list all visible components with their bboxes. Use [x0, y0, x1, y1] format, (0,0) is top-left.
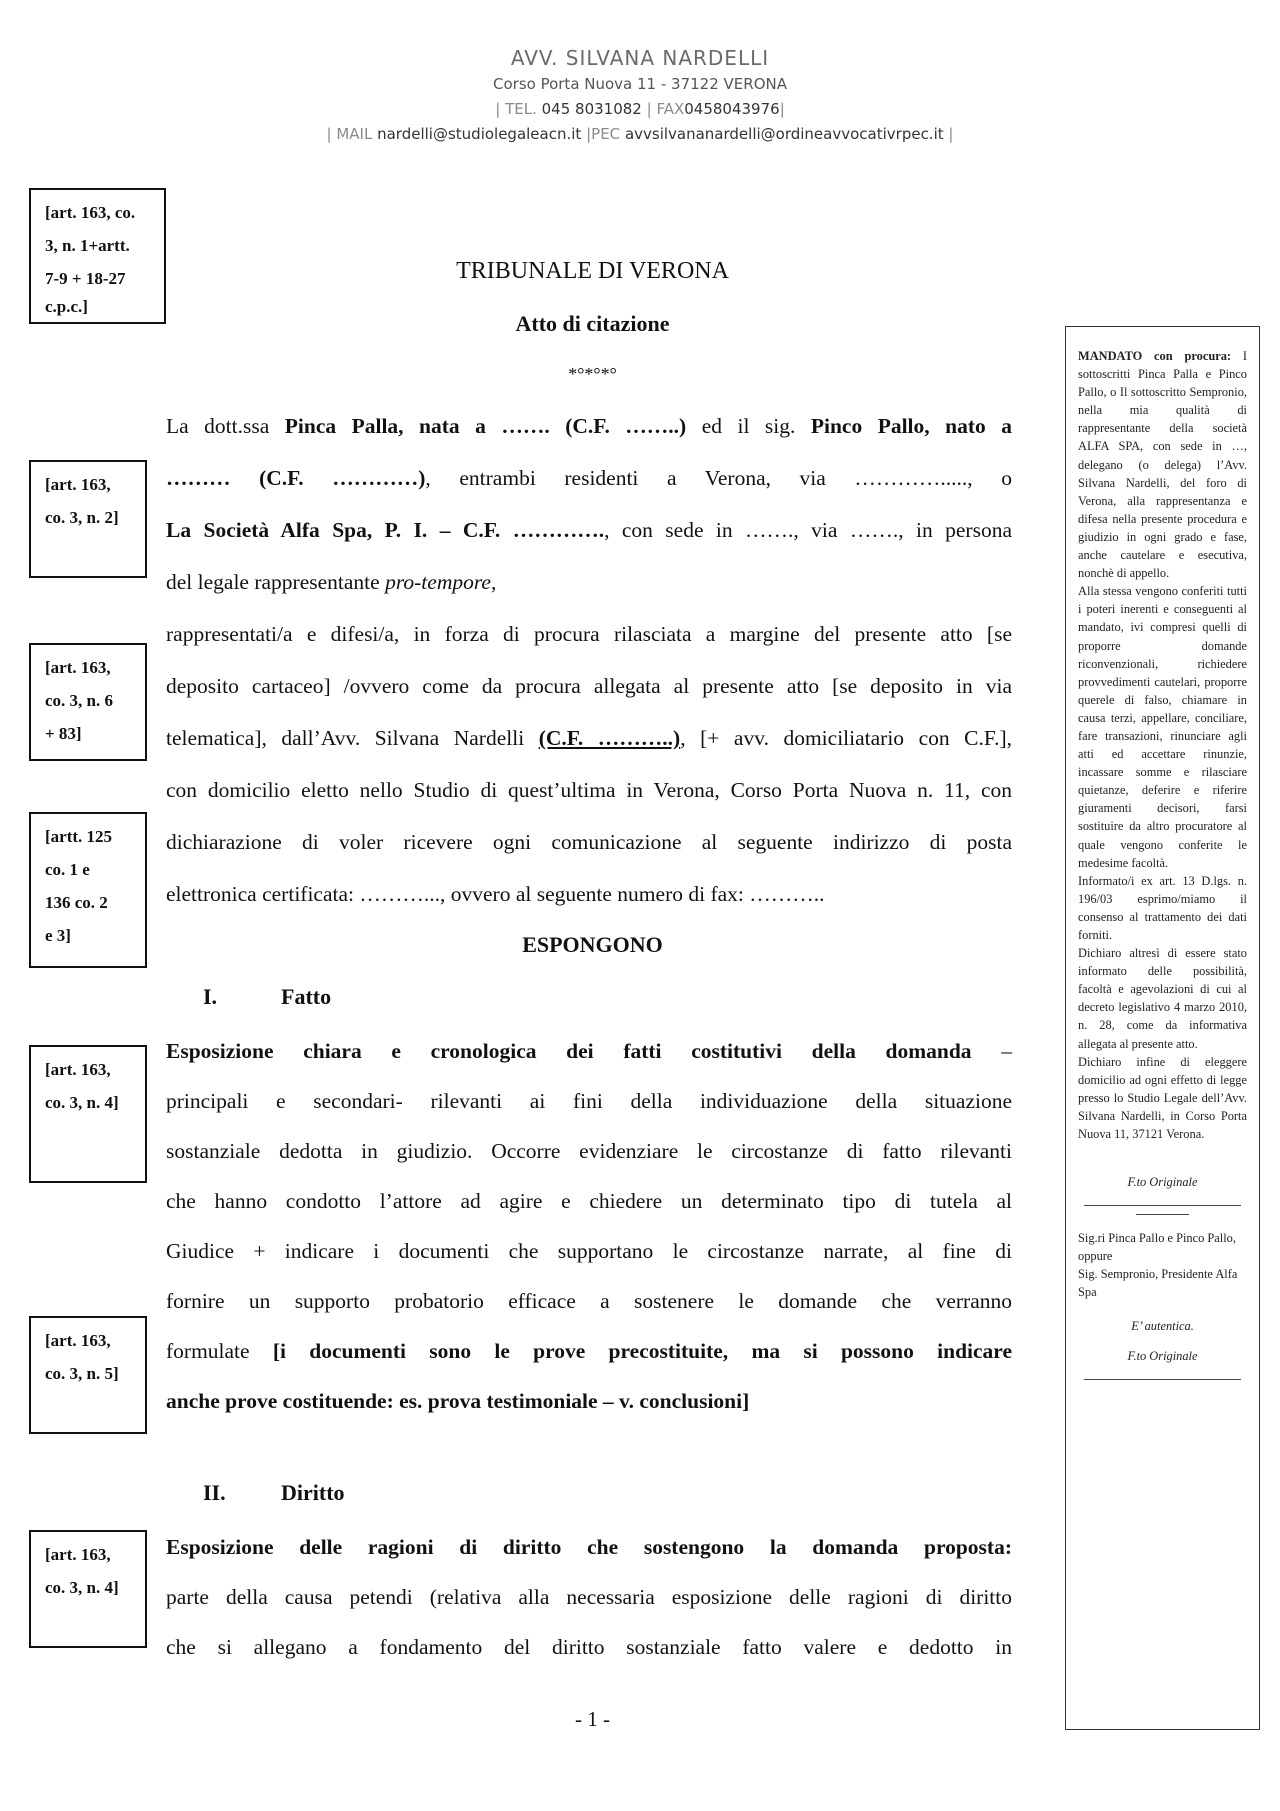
pec-label: PEC — [591, 125, 621, 143]
page-number: - 1 - — [575, 1707, 610, 1731]
signature-line — [1136, 1206, 1189, 1215]
court-title: TRIBUNALE DI VERONA — [456, 258, 729, 284]
mail-address[interactable]: nardelli@studiolegaleacn.it — [377, 125, 582, 143]
separator: | — [779, 100, 785, 118]
fax-label: FAX — [656, 100, 685, 118]
mandate-text: MANDATO con procura: I sottoscritti Pinca Palla e Pinco Pallo, o Il sottoscritto Sempronio, nella mia qualità di rappresentante della società ALFA SPA, con sede in …, delegano (o delega) l’Avv. Silvana Nardelli, del foro di Verona, alla rappresentanza e difesa nella presente procedura e giudizio in ogni grado e fase, anche cautelare e esecutiva, nonchè di appello. — [1078, 349, 1247, 581]
phone-fax-line — [0, 97, 1280, 122]
margin-note: [art. 163, co. 3, n. 6 + 83] — [29, 643, 147, 761]
separator: | — [948, 125, 954, 143]
margin-note: [art. 163, co. 3, n. 4] — [29, 1530, 147, 1648]
parties-paragraph: La dott.ssa Pinca Palla, nata a ……. (C.F. ……..) ed il sig. Pinco Pallo, nato a ……… (C.F. …………), entrambi residenti a Verona, via …………....., o La Società Alfa Spa, P. I. – C.F. …………., con sede in ……., via ……., in persona del legale rappresentante pro-tempore, — [166, 414, 1012, 594]
signature-label: F.to Originale — [1127, 1349, 1198, 1364]
authentication-label: E’ autentica. — [1131, 1319, 1194, 1334]
separator: | — [586, 125, 592, 143]
signature-label: F.to Originale — [1127, 1175, 1198, 1190]
tel-number: 045 8031082 — [541, 100, 642, 118]
separator: | — [646, 100, 652, 118]
mail-pec-line — [0, 122, 1280, 147]
mandate-box: MANDATO con procura: I sottoscritti Pinca Palla e Pinco Pallo, o Il sottoscritto Sempronio, nella mia qualità di rappresentante della società ALFA SPA, con sede in …, delegano (o delega) l’Avv. Silvana Nardelli, del foro di Verona, alla rappresentanza e difesa nella presente procedura e giudizio in ogni grado e fase, anche cautelare e esecutiva, nonchè di appello. Alla stessa vengono conferiti tutti i poteri inerenti e conseguenti al mandato, ivi compresi quelli di proporre domande riconvenzionali, richiedere provvedimenti cautelari, proporre querele di falso, chiamare in causa terzi, appellare, conciliare, fare transazioni, rinunciare agli atti ed accettare rinunzie, incassare somme e rilasciare quietanze, deferire e riferire giuramenti decisori, farsi sostituire da altro procuratore al quale vengono conferite le medesime facoltà. Informato/i ex art. 13 D.lgs. n. 196/03 esprimo/miamo il consenso al trattamento dei dati forniti. Dichiaro altresì di essere stato informato delle possibilità, facoltà e agevolazioni di cui al decreto legislativo 4 marzo 2010, n. 28, come da informativa allegata al presente atto. Dichiaro infine di eleggere domicilio ad ogni effetto di legge presso lo Studio Legale dell’Avv. Silvana Nardelli, in Corso Porta Nuova 11, 37121 Verona. F.to Originale Sig.ri Pinca Pallo e Pinco Pallo, oppure Sig. Sempronio, Presidente Alfa Spa E’ autentica. F.to Originale — [1065, 326, 1260, 1730]
lawyer-name: AVV. SILVANA NARDELLI — [510, 46, 770, 70]
separator: | — [326, 125, 332, 143]
margin-note: [art. 163, co. 3, n. 5] — [29, 1316, 147, 1434]
mandate-parties: Sig.ri Pinca Pallo e Pinco Pallo, oppure Sig. Sempronio, Presidente Alfa Spa — [1078, 1231, 1238, 1300]
separator-stars: *°*°*° — [568, 364, 617, 384]
fatto-paragraph: Esposizione chiara e cronologica dei fatti costitutivi della domanda – principali e secondari- rilevanti ai fini della individuazione della situazione sostanziale dedotta in giudizio. Occorre evidenziare le circostanze di fatto rilevanti che hanno condotto l’attore ad agire e chiedere un determinato tipo di tutela al Giudice + indicare i documenti che supportano le circostanze narrate, al fine di fornire un supporto probatorio efficace a sostenere le domande che verranno formulate [i documenti sono le prove precostituite, ma si possono indicare anche prove costituende: es. prova testimoniale – v. conclusioni] — [166, 1039, 1012, 1413]
diritto-paragraph: Esposizione delle ragioni di diritto che sostengono la domanda proposta: parte della causa petendi (relativa alla necessaria esposizione delle ragioni di diritto che si allegano a fondamento del diritto sostanziale fatto valere e dedotto in — [166, 1535, 1012, 1659]
margin-note: [art. 163, co. 3, n. 2] — [29, 460, 147, 578]
tel-label: TEL. — [505, 100, 537, 118]
document-type: Atto di citazione — [515, 311, 670, 336]
espongono-heading: ESPONGONO — [522, 932, 663, 957]
section-fatto-heading: I. Fatto — [203, 984, 332, 1009]
letterhead — [0, 44, 1280, 147]
mail-label: MAIL — [336, 125, 373, 143]
margin-note: [art. 163, co. 3, n. 1+artt. 7-9 + 18-27 c.p.c.] — [29, 188, 166, 324]
separator: | — [495, 100, 501, 118]
signature-line — [1084, 1371, 1241, 1380]
pec-address[interactable]: avvsilvananardelli@ordineavvocativrpec.it — [624, 125, 944, 143]
office-address: Corso Porta Nuova 11 - 37122 VERONA — [493, 75, 787, 93]
fax-number: 0458043976 — [684, 100, 780, 118]
section-diritto-heading: II. Diritto — [203, 1480, 345, 1505]
signature-line — [1084, 1197, 1241, 1206]
margin-note: [artt. 125 co. 1 e 136 co. 2 e 3] — [29, 812, 147, 968]
margin-note: [art. 163, co. 3, n. 4] — [29, 1045, 147, 1183]
representation-paragraph: rappresentati/a e difesi/a, in forza di procura rilasciata a margine del presente atto [se deposito cartaceo] /ovvero come da procura allegata al presente atto [se deposito in via telematica], dall’Avv. Silvana Nardelli (C.F. ………..), [+ avv. domiciliatario con C.F.], con domicilio eletto nello Studio di quest’ultima in Verona, Corso Porta Nuova n. 11, con dichiarazione di voler ricevere ogni comunicazione al seguente indirizzo di posta elettronica certificata: ………..., ovvero al seguente numero di fax: ……….. — [166, 622, 1012, 906]
